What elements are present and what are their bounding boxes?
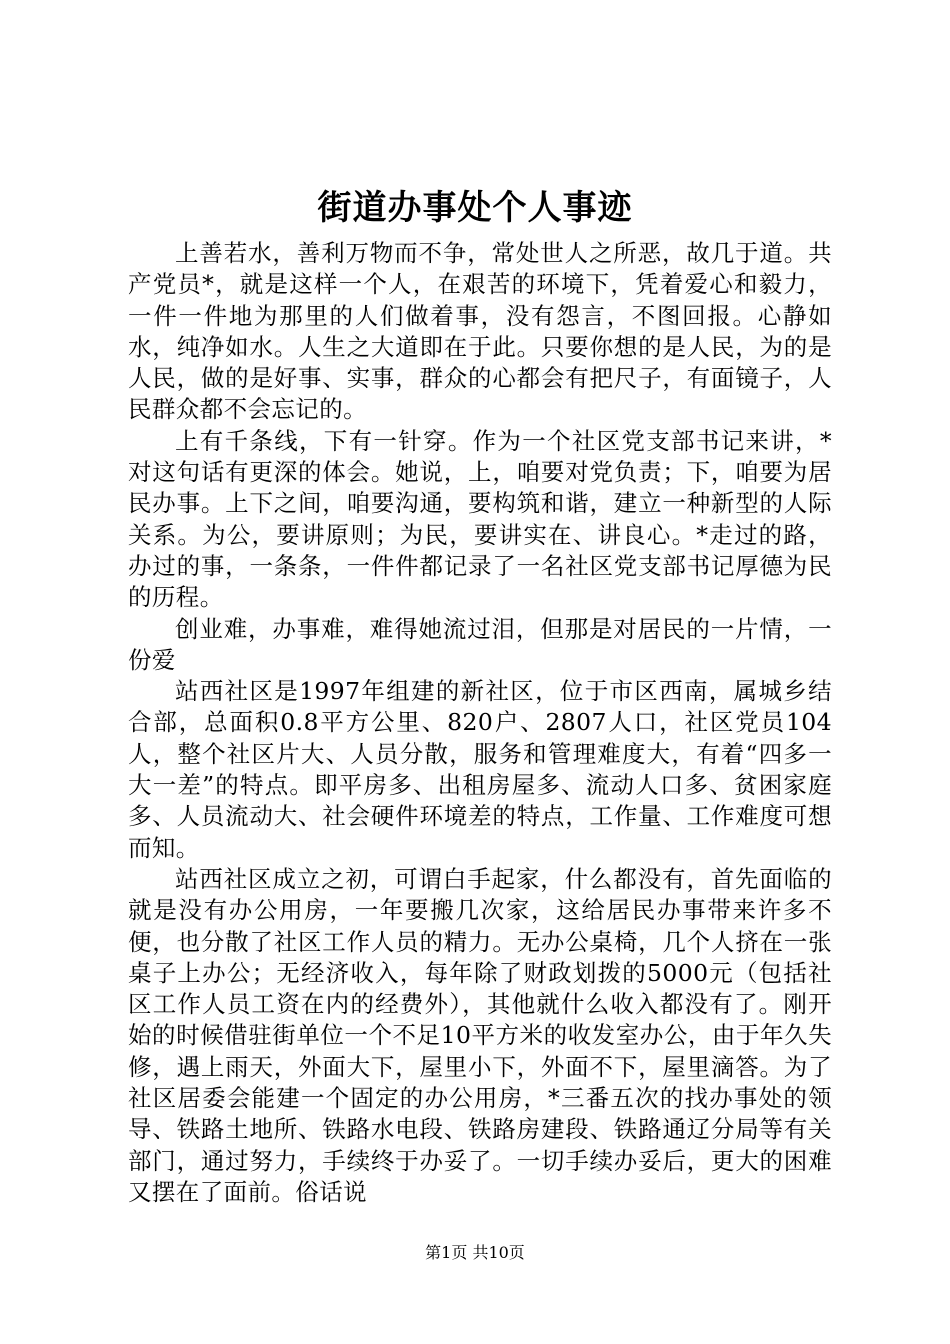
paragraph-3: 创业难，办事难，难得她流过泪，但那是对居民的一片情，一份爱	[128, 614, 832, 674]
paragraph-1: 上善若水，善利万物而不争，常处世人之所恶，故几于道。共产党员*，就是这样一个人，在艰苦的环境下，凭着爱心和毅力，一件一件地为那里的人们做着事，没有怨言，不图回报。心静如水，纯净如水。人生之大道即在于此。只要你想的是人民，为的是人民，做的是好事、实事，群众的心都会有把尺子，有面镜子，人民群众都不会忘记的。	[128, 239, 832, 424]
document-title: 街道办事处个人事迹	[317, 188, 633, 228]
document-body	[128, 238, 832, 1208]
page-number-footer: 第1页 共10页	[425, 1243, 525, 1262]
paragraph-2: 上有千条线，下有一针穿。作为一个社区党支部书记来讲，*对这句话有更深的体会。她说，上，咱要对党负责；下，咱要为居民办事。上下之间，咱要沟通，要构筑和谐，建立一种新型的人际关系。为公，要讲原则；为民，要讲实在、讲良心。*走过的路，办过的事，一条条，一件件都记录了一名社区党支部书记厚德为民的历程。	[128, 426, 832, 612]
paragraph-4: 站西社区是1997年组建的新社区，位于市区西南，属城乡结合部，总面积0.8平方公里、820户、2807人口，社区党员104人，整个社区片大、人员分散，服务和管理难度大，有着“四多一大一差”的特点。即平房多、出租房屋多、流动人口多、贫困家庭多、人员流动大、社会硬件环境差的特点，工作量、工作难度可想而知。	[128, 677, 832, 862]
paragraph-5: 站西社区成立之初，可谓白手起家，什么都没有，首先面临的就是没有办公用房，一年要搬几次家，这给居民办事带来许多不便，也分散了社区工作人员的精力。无办公桌椅，几个人挤在一张桌子上办公；无经济收入，每年除了财政划拨的5000元（包括社区工作人员工资在内的经费外），其他就什么收入都没有了。刚开始的时候借驻街单位一个不足10平方米的收发室办公，由于年久失修，遇上雨天，外面大下，屋里小下，外面不下，屋里滴答。为了社区居委会能建一个固定的办公用房，*三番五次的找办事处的领导、铁路土地所、铁路水电段、铁路房建段、铁路通辽分局等有关部门，通过努力，手续终于办妥了。一切手续办妥后，更大的困难又摆在了面前。俗话说	[128, 864, 832, 1206]
